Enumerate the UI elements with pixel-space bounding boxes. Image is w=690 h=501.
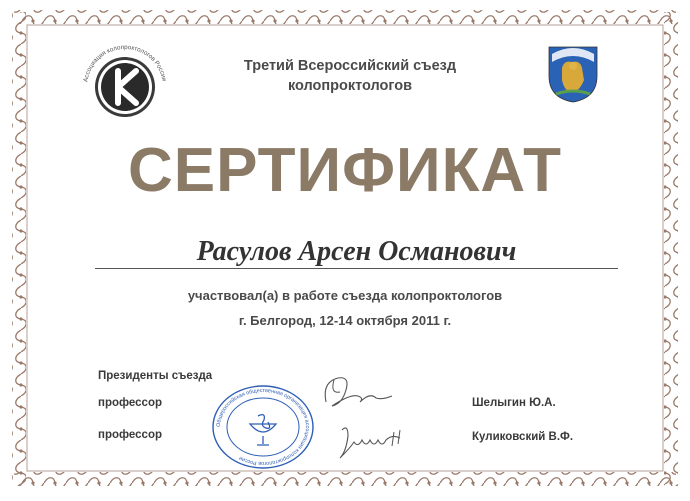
event-name-line2: колопроктологов (287, 78, 413, 94)
logo-ring-text: Ассоциация колопроктологов России (82, 44, 168, 83)
bowl-of-hygieia-icon (250, 415, 276, 445)
event-name-line1: Третий Всероссийский съезд (243, 58, 457, 74)
stamp-ring-text: Общероссийская общественная организация ассоциация колопроктологов России (215, 387, 311, 467)
signature-2 (334, 418, 414, 468)
city-coat-of-arms-icon (546, 44, 600, 104)
name-underline (95, 268, 618, 269)
event-header (215, 56, 485, 96)
participation-text: участвовал(а) в работе съезда колопроктологов (187, 288, 503, 303)
official-stamp (208, 382, 318, 472)
association-k-logo (82, 44, 168, 130)
certificate-title: СЕРТИФИКАТ (128, 136, 562, 205)
signature-1 (320, 370, 400, 415)
signatory-1-title: профессор (98, 397, 162, 409)
event-location-date: г. Белгород, 12-14 октября 2011 г. (238, 313, 452, 328)
presidents-heading: Президенты съезда (98, 370, 213, 382)
recipient-name: Расулов Арсен Османович (196, 236, 517, 267)
signatory-1-name: Шелыгин Ю.А. (472, 397, 556, 409)
signatory-2-name: Куликовский В.Ф. (472, 431, 574, 443)
signatory-2-title: профессор (98, 429, 162, 441)
